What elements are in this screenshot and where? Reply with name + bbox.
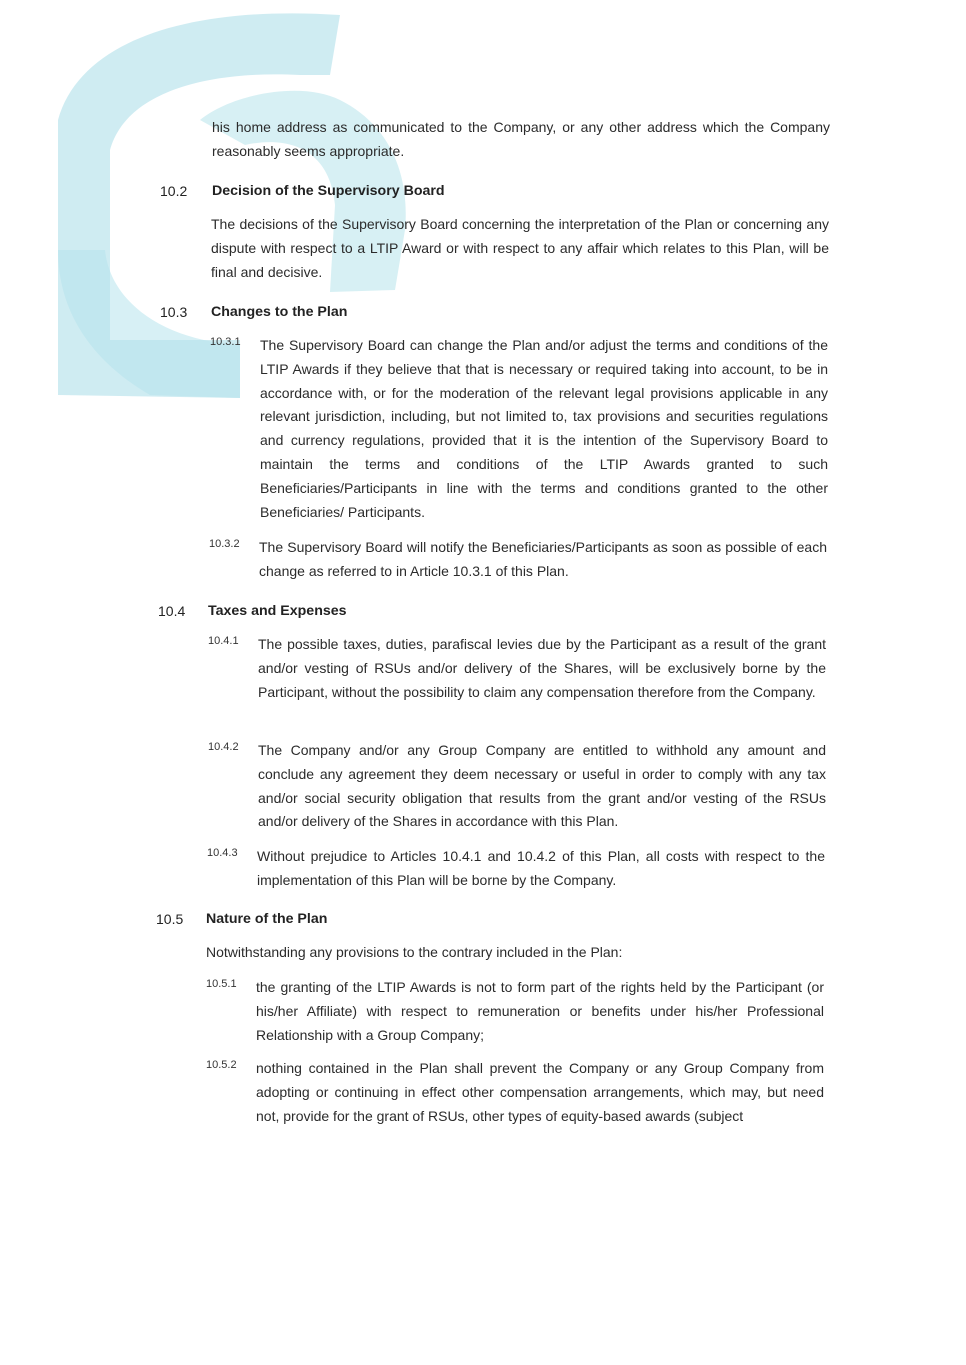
section-heading: Taxes and Expenses xyxy=(208,603,347,619)
clause-text: nothing contained in the Plan shall prevent the Company or any Group Company from adopting or continuing in effect other compensation arrangements, which may, but need not, provide for the grant of RSUs, other types of equity-based awards (subject xyxy=(256,1060,824,1124)
clause-text: The Supervisory Board will notify the Beneficiaries/Participants as soon as possible of each change as referred to in Article 10.3.1 of this Plan. xyxy=(259,539,827,579)
clause-text: the granting of the LTIP Awards is not to form part of the rights held by the Participant (or his/her Affiliate) with respect to remuneration or benefits under his/her Professional Relationship with a Group Company; xyxy=(256,979,824,1043)
section-number: 10.3 xyxy=(160,304,188,320)
clause-number: 10.4.2 xyxy=(208,741,239,753)
continuation-paragraph: his home address as communicated to the Company, or any other address which the Company reasonably seems appropriate. xyxy=(212,119,830,159)
clause-number: 10.3.1 xyxy=(210,336,241,348)
clause-text: The Supervisory Board can change the Plan and/or adjust the terms and conditions of the LTIP Awards if they believe that that is necessary or required taking into account, to be in accordance with, or for the moderation of the relevant legal provisions applicable in any relevant jurisdiction, including, but not limited to, tax provisions and securities regulations and currency regulations, provided that it is the intention of the Supervisory Board to maintain the terms and conditions of the LTIP Awards granted to such Beneficiaries/Participants in line with the terms and conditions granted to the other Beneficiaries/ Participants. xyxy=(260,337,828,520)
section-body: The decisions of the Supervisory Board concerning the interpretation of the Plan or concerning any dispute with respect to a LTIP Award or with respect to any affair which relates to this Plan, will be final and decisive. xyxy=(211,216,829,280)
clause-number: 10.4.3 xyxy=(207,847,238,859)
section-heading: Nature of the Plan xyxy=(206,911,328,927)
clause-number: 10.5.1 xyxy=(206,978,237,990)
clause-number: 10.3.2 xyxy=(209,538,240,550)
clause-number: 10.4.1 xyxy=(208,635,239,647)
section-number: 10.5 xyxy=(156,911,184,927)
clause-text: The Company and/or any Group Company are entitled to withhold any amount and conclude any agreement they deem necessary or useful in order to comply with any tax and/or social security obligation that results from the grant and/or vesting of the RSUs and/or delivery of the Shares in accordance with this Plan. xyxy=(258,742,826,830)
clause-text: Without prejudice to Articles 10.4.1 and 10.4.2 of this Plan, all costs with respect to the implementation of this Plan will be borne by the Company. xyxy=(257,848,825,888)
section-heading: Decision of the Supervisory Board xyxy=(212,183,445,199)
clause-number: 10.5.2 xyxy=(206,1059,237,1071)
section-heading: Changes to the Plan xyxy=(211,304,348,320)
clause-text: The possible taxes, duties, parafiscal levies due by the Participant as a result of the grant and/or vesting of RSUs and/or delivery of the Shares, will be exclusively borne by the Participant, without the possibility to claim any compensation therefore from the Company. xyxy=(258,636,826,700)
section-number: 10.4 xyxy=(158,603,186,619)
section-number: 10.2 xyxy=(160,183,188,199)
section-body: Notwithstanding any provisions to the contrary included in the Plan: xyxy=(206,944,623,960)
